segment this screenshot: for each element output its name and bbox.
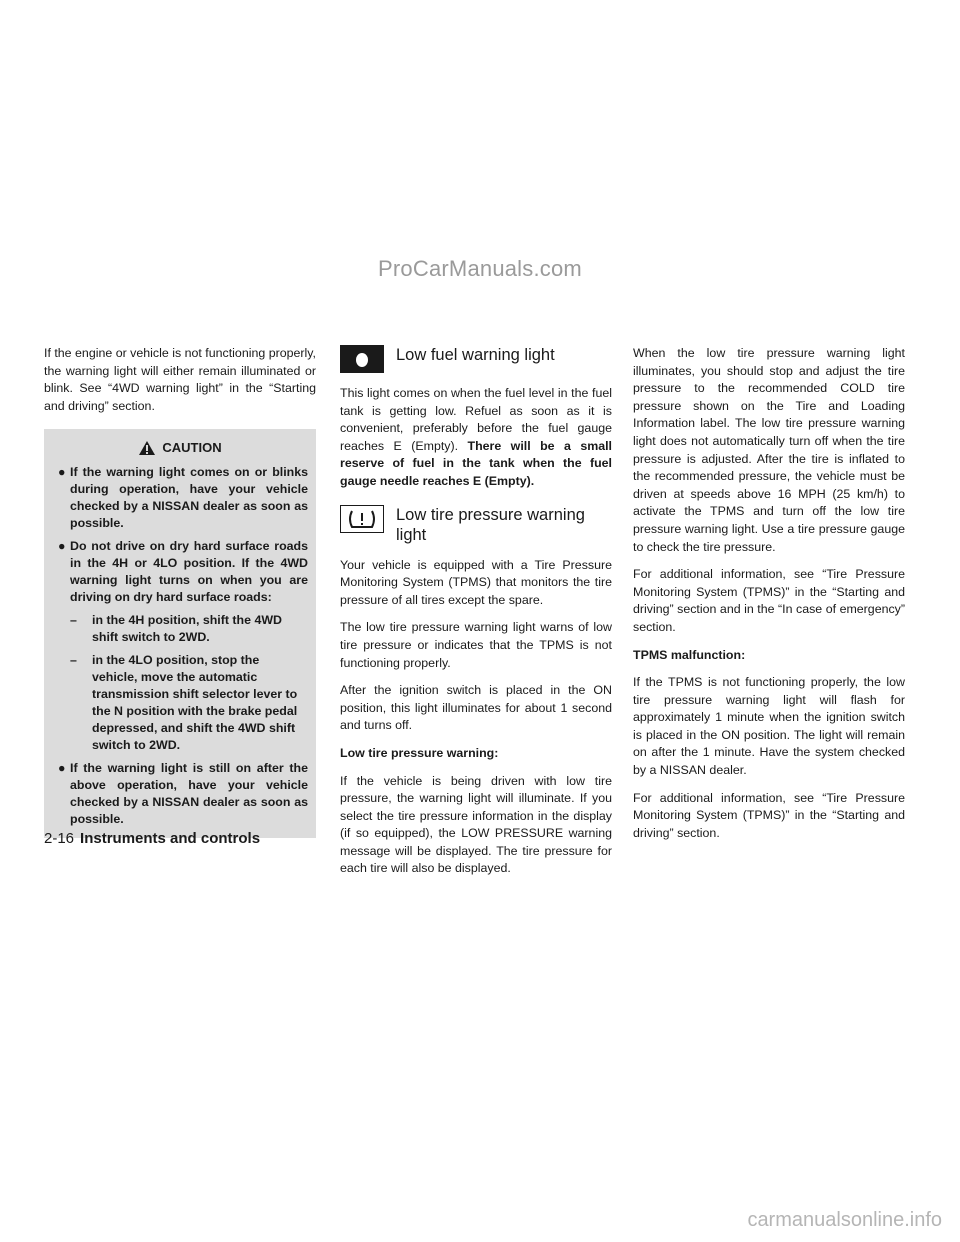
bullet: ● [58,761,66,776]
paragraph: After the ignition switch is placed in the ON position, this light illuminates for about 1 second and turns off. [340,683,612,733]
fuel-text: This light comes on when the fuel level in the fuel tank is getting low. Refuel as soon as it is convenient, preferably before the fuel gauge reaches E (Empty). [340,386,612,453]
paragraph: For additional information, see “Tire Pressure Monitoring System (TPMS)” in the “Starting and driving” section and in the “In case of emergency” section. [633,567,905,634]
caution-item [52,760,308,828]
column-3 [633,345,905,852]
caution-title: CAUTION [162,440,222,456]
caution-text: If the warning light comes on or blinks during operation, have your vehicle checked by a NISSAN dealer as soon as possible. [70,465,308,531]
paragraph: For additional information, see “Tire Pressure Monitoring System (TPMS)” in the “Starting and driving” section. [633,790,905,840]
low-fuel-icon [340,345,384,373]
caution-item [52,538,308,606]
tire-warning-header [340,505,612,545]
intro-paragraph: If the engine or vehicle is not functioning properly, the warning light will either remain illuminated or blink. See “4WD warning light” in the “Starting and driving” section. [44,346,316,413]
paragraph: If the TPMS is not functioning properly, the low tire pressure warning light will flash for approximately 1 minute when the ignition switch is placed in the ON position. The light will remain on after the 1 minute. Have the system checked by a NISSAN dealer. [633,675,905,778]
page-footer [44,830,260,847]
fuel-paragraph [340,385,612,491]
watermark-bottom: carmanualsonline.info [747,1209,942,1231]
dash: – [70,613,77,628]
dash: – [70,653,77,668]
paragraph: The low tire pressure warning light warns of low tire pressure or indicates that the TPMS is not functioning properly. [340,620,612,670]
warning-triangle-icon [138,440,156,456]
caution-item [52,464,308,532]
page-number: 2-16 [44,830,75,847]
tire-pressure-icon [340,505,384,533]
watermark-top: ProCarManuals.com [378,256,582,281]
subheading: TPMS malfunction: [633,647,746,662]
bullet: ● [58,465,66,480]
caution-header [52,439,308,456]
paragraph: Your vehicle is equipped with a Tire Pressure Monitoring System (TPMS) that monitors the tire pressure of all tires except the spare. [340,557,612,607]
fuel-bold-text: There will be a small reserve of fuel in the tank when the fuel gauge needle reaches E (Empty). [340,438,613,488]
column-1 [44,345,316,838]
caution-subtext: in the 4H position, shift the 4WD shift switch to 2WD. [92,613,282,645]
fuel-warning-title: Low fuel warning light [396,346,555,364]
fuel-warning-header [340,345,612,373]
tire-warning-title: Low tire pressure warning light [396,505,585,544]
caution-subitem [70,612,308,646]
caution-box [44,429,316,838]
section-name: Instruments and controls [80,830,261,847]
column-2 [340,345,612,888]
bullet: ● [58,539,66,554]
subheading: Low tire pressure warning: [340,745,499,760]
paragraph: If the vehicle is being driven with low tire pressure, the warning light will illuminate. If you select the tire pressure information in the display (if so equipped), the LOW PRESSURE warning message will be displayed. The tire pressure for each tire will also be displayed. [340,773,612,876]
caution-text: If the warning light is still on after the above operation, have your vehicle checked by a NISSAN dealer as soon as possible. [70,761,308,827]
paragraph: When the low tire pressure warning light illuminates, you should stop and adjust the tire pressure to the recommended COLD tire pressure shown on the Tire and Loading Information label. The low tire pressure warning light does not automatically turn off when the tire pressure is adjusted. After the tire is inflated to the recommended pressure, the vehicle must be driven at speeds above 16 MPH (25 km/h) to activate the TPMS and turn off the low tire pressure warning light. Use a tire pressure gauge to check the tire pressure. [633,346,905,554]
caution-subtext: in the 4LO position, stop the vehicle, move the automatic transmission shift selector lever to the N position with the brake pedal depressed, and shift the 4WD shift switch to 2WD. [92,653,298,753]
caution-subitem [70,652,308,754]
caution-text: Do not drive on dry hard surface roads in the 4H or 4LO position. If the 4WD warning light turns on when you are driving on dry hard surface roads: [70,539,308,605]
